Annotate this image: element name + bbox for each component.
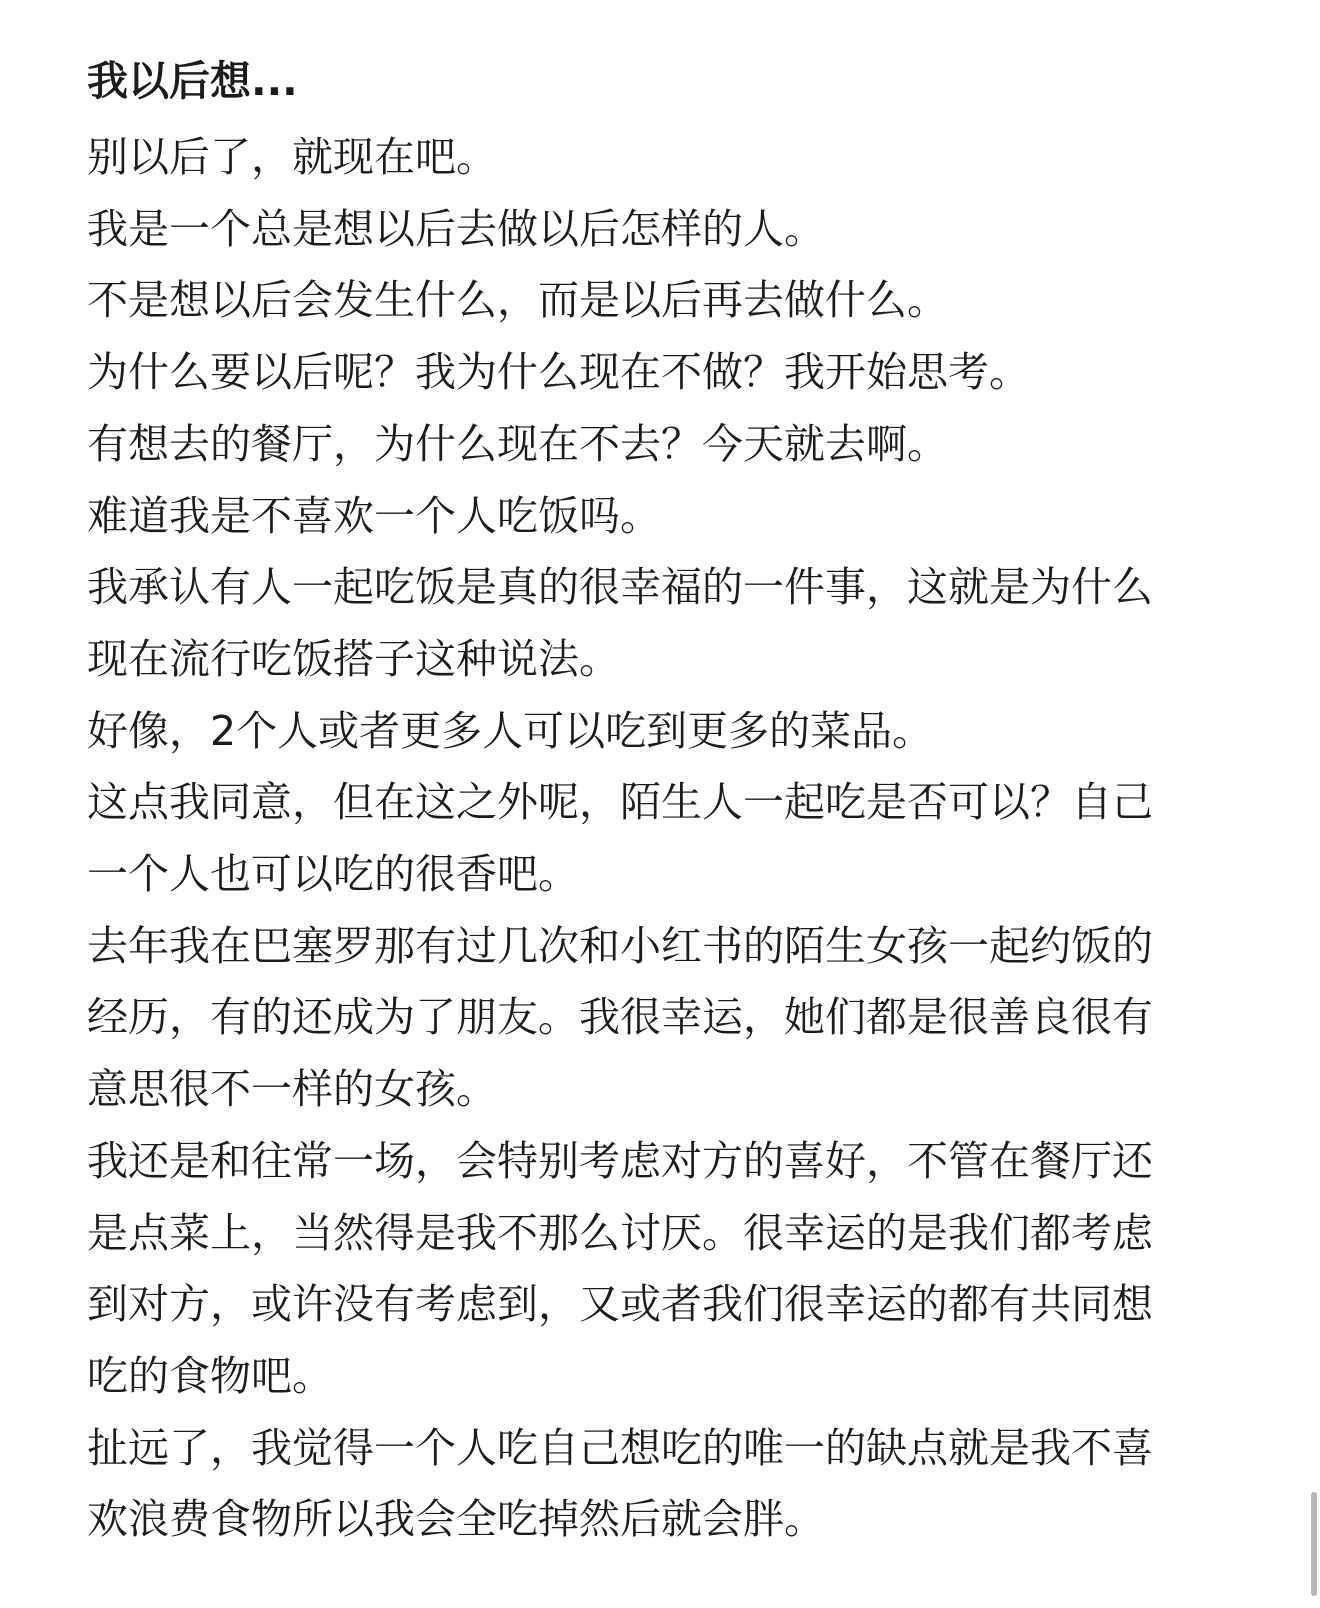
paragraph: 难道我是不喜欢一个人吃饭吗。 <box>87 491 661 540</box>
paragraph: 有想去的餐厅，为什么现在不去？今天就去啊。 <box>87 419 948 468</box>
paragraph: 我是一个总是想以后去做以后怎样的人。 <box>87 204 825 253</box>
paragraph: 不是想以后会发生什么，而是以后再去做什么。 <box>87 276 948 325</box>
paragraph: 我承认有人一起吃饭是真的很幸福的一件事，这就是为什么现在流行吃饭搭子这种说法。 <box>87 563 1153 683</box>
article-body <box>87 52 1192 1556</box>
paragraph: 别以后了，就现在吧。 <box>87 133 497 181</box>
paragraph: 好像，2个人或者更多人可以吃到更多的菜品。 <box>87 706 934 755</box>
scrollbar[interactable] <box>1308 1488 1320 1608</box>
paragraph: 这点我同意，但在这之外呢，陌生人一起吃是否可以？自己一个人也可以吃的很香吧。 <box>87 778 1153 899</box>
paragraph: 我还是和往常一场，会特别考虑对方的喜好，不管在餐厅还是点菜上，当然得是我不那么讨厌。很幸运的是我们都考虑到对方，或许没有考虑到，又或者我们很幸运的都有共同想吃的食物吧。 <box>87 1136 1153 1400</box>
paragraph: 扯远了，我觉得一个人吃自己想吃的唯一的缺点就是我不喜欢浪费食物所以我会全吃掉然后就会胖。 <box>87 1423 1153 1544</box>
paragraph: 为什么要以后呢？我为什么现在不做？我开始思考。 <box>87 348 1030 397</box>
article-title: 我以后想... <box>87 57 298 105</box>
paragraph: 去年我在巴塞罗那有过几次和小红书的陌生女孩一起约饭的经历，有的还成为了朋友。我很幸运，她们都是很善良很有意思很不一样的女孩。 <box>87 921 1153 1114</box>
scrollbar-thumb[interactable] <box>1311 1492 1317 1596</box>
